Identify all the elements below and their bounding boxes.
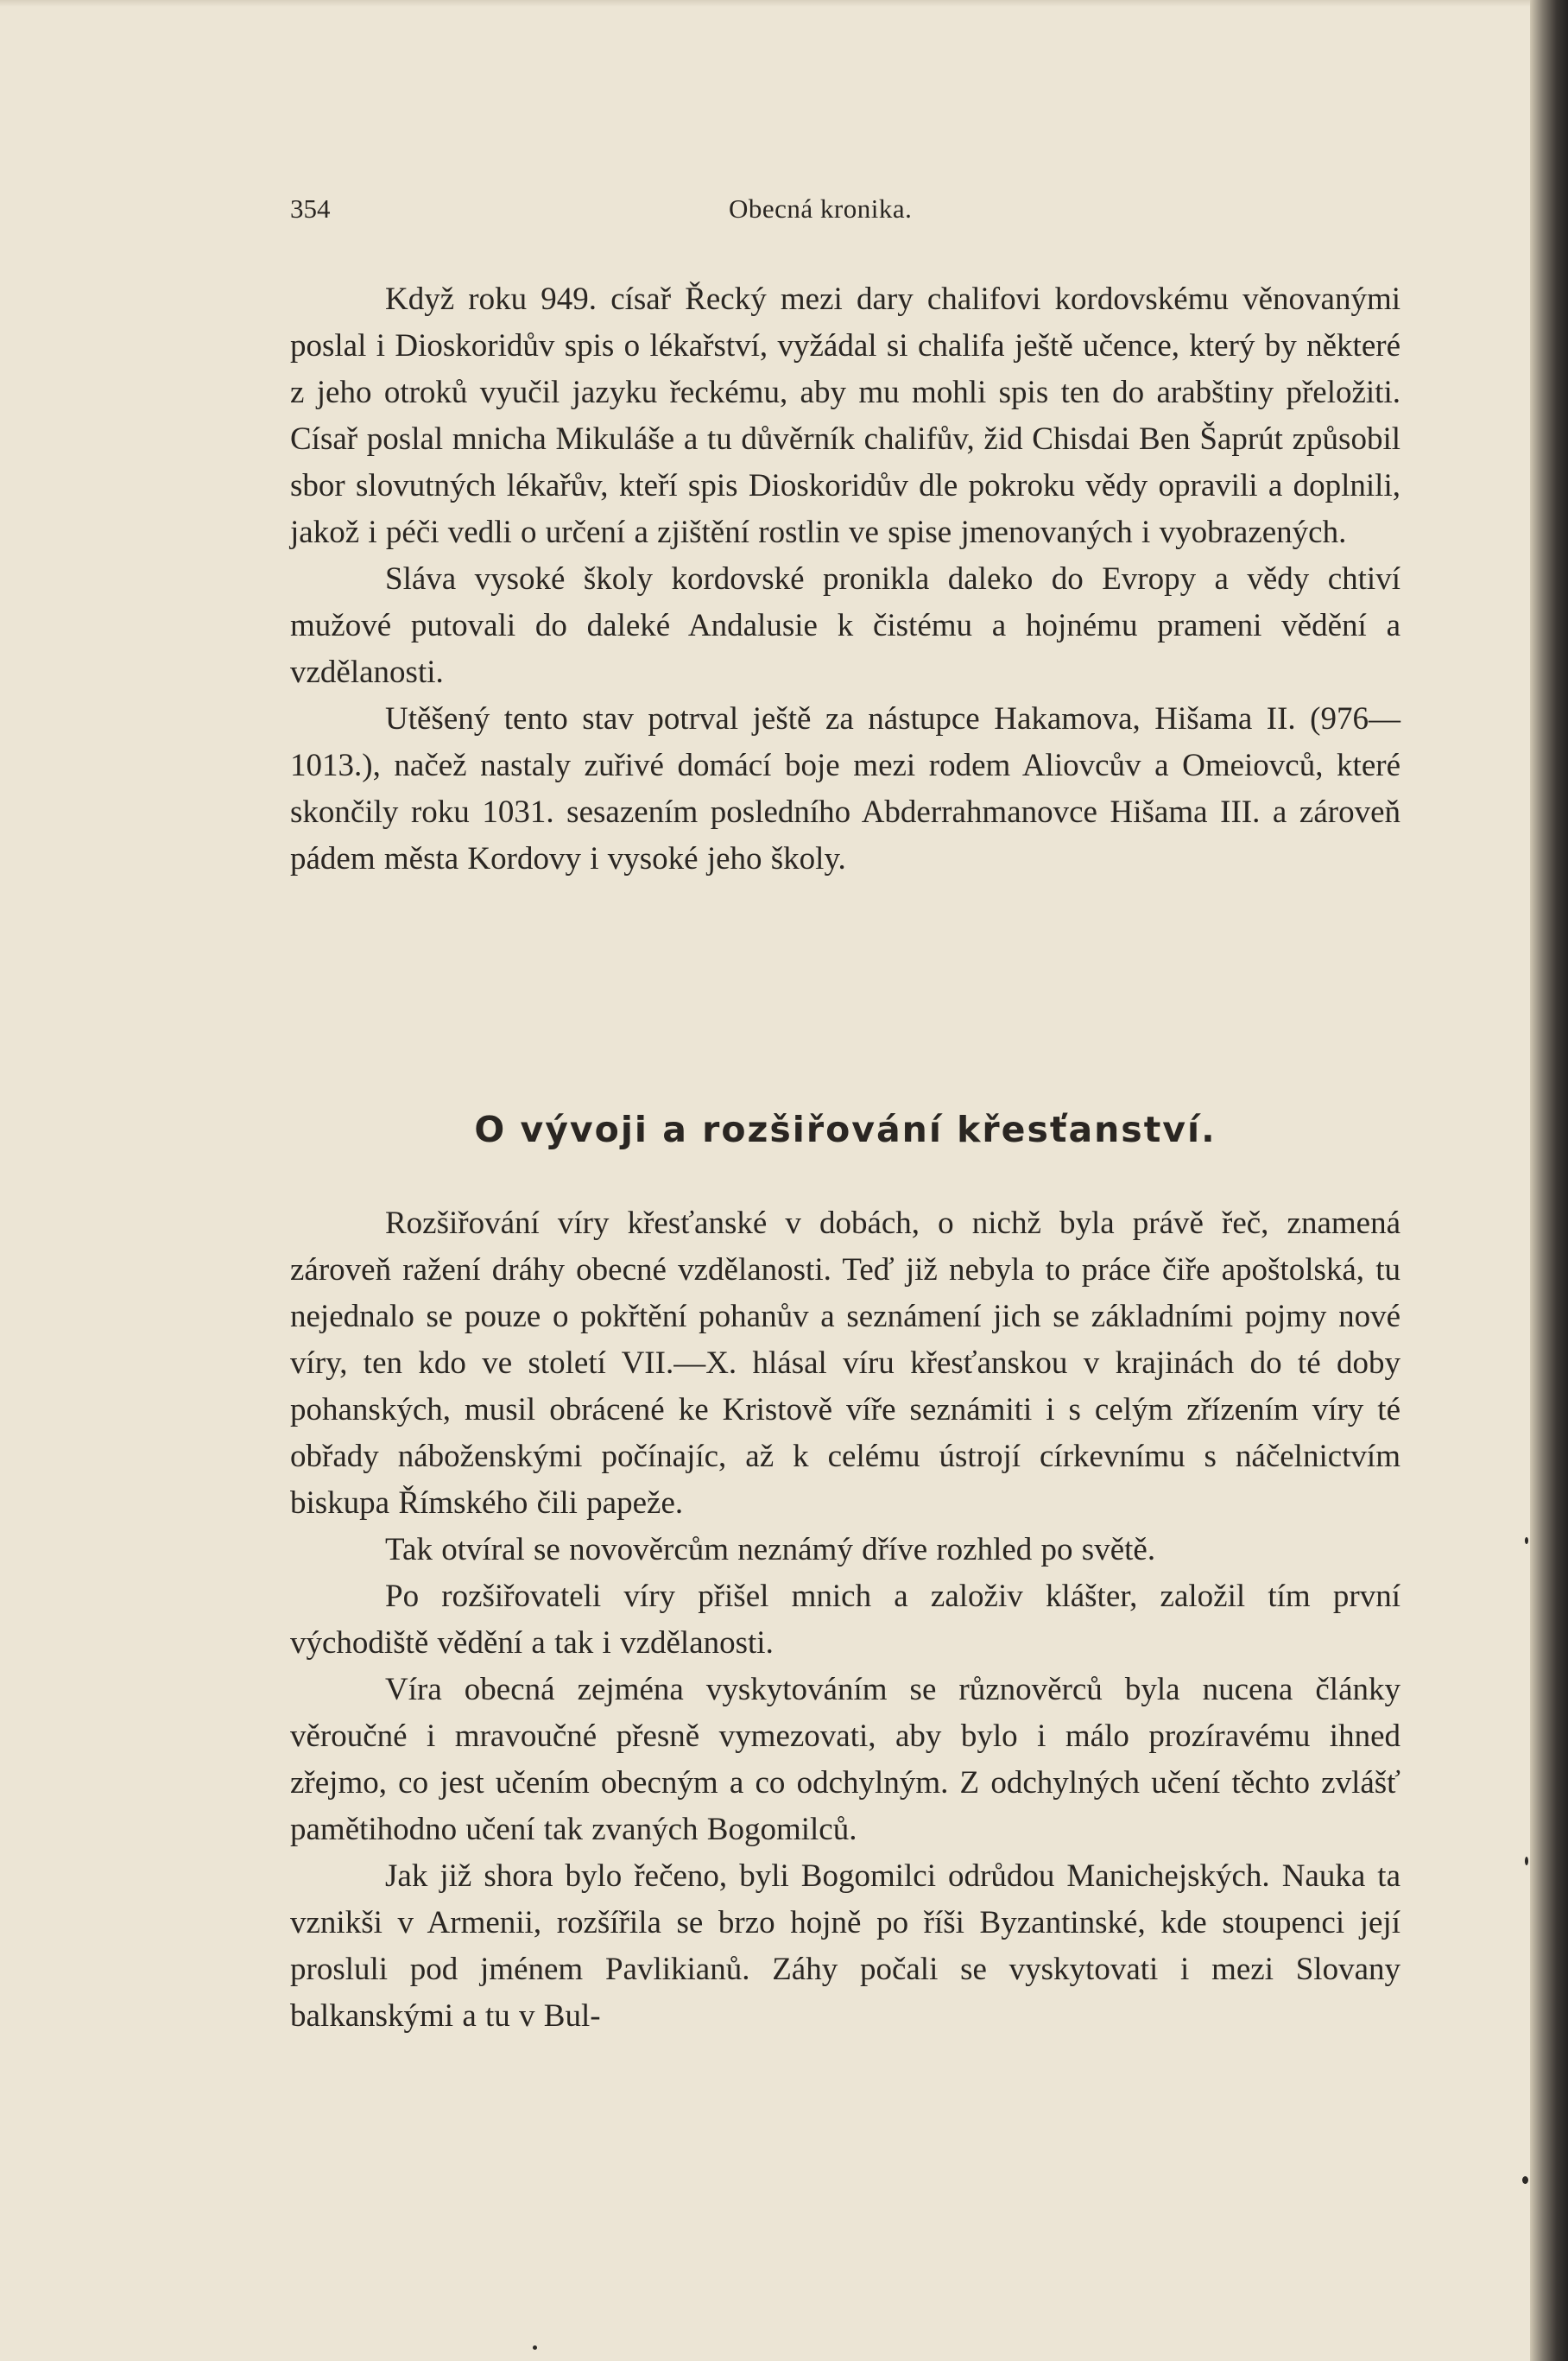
paragraph: Tak otvíral se novověrcům neznámý dříve rozhled po světě.: [385, 1532, 1156, 1567]
paragraph: Po rozšiřovateli víry přišel mnich a založiv klášter, založil tím první východiště vědění a tak i vzdělanosti.: [290, 1579, 1400, 1661]
page-top-edge: [0, 0, 1530, 7]
ink-speck: [533, 2345, 537, 2350]
section-heading: O vývoji a rozšiřování křesťanství.: [474, 1109, 1217, 1150]
running-head: [290, 190, 1413, 228]
text-block-after-heading: [290, 1200, 1400, 2040]
paragraph: Když roku 949. císař Řecký mezi dary chalifovi kordovskému věnovanými poslal i Dioskoridův spis o lékařství, vyžádal si chalifa ještě učence, který by některé z jeho otroků vyučil jazyku řeckému, aby mu mohli spis ten do arabštiny přeložiti. Císař poslal mnicha Mikuláše a tu důvěrník chalifův, žid Chisdai Ben Šaprút způsobil sbor slovutných lékařův, kteří spis Dioskoridův dle pokroku vědy opravili a doplnili, jakož i péči vedli o určení a zjištění rostlin ve spise jmenovaných i vyobrazených.: [290, 282, 1400, 550]
ink-speck: [1525, 1537, 1528, 1544]
paragraph: Rozšiřování víry křesťanské v dobách, o nichž byla právě řeč, znamená zároveň ražení dráhy obecné vzdělanosti. Teď již nebyla to práce čiře apoštolská, tu nejednalo se pouze o pokřtění pohanův a seznámení jich se základními pojmy nové víry, ten kdo ve století VII.—X. hlásal víru křesťanskou v krajinách do té doby pohanských, musil obrácené ke Kristově víře seznámiti i s celým zřízením víry té obřady náboženskými počínajíc, až k celému ústrojí církevnímu s náčelnictvím biskupa Římského čili papeže.: [290, 1206, 1400, 1521]
text-block-before-heading: [290, 276, 1400, 883]
paragraph: Sláva vysoké školy kordovské pronikla daleko do Evropy a vědy chtiví mužové putovali do daleké Andalusie k čistému a hojnému prameni vědění a vzdělanosti.: [290, 561, 1400, 690]
book-spine-shadow: [1530, 0, 1568, 2361]
ink-speck: [1522, 2176, 1528, 2184]
paragraph: Jak již shora bylo řečeno, byli Bogomilci odrůdou Manichejských. Nauka ta vznikši v Armenii, rozšířila se brzo hojně po říši Byzantinské, kde stoupenci její prosluli pod jménem Pavlikianů. Záhy počali se vyskytovati i mezi Slovany balkanskými a tu v Bul-: [290, 1858, 1400, 2034]
page-number: 354: [290, 193, 331, 224]
paragraph: Utěšený tento stav potrval ještě za nástupce Hakamova, Hišama II. (976—1013.), načež nastaly zuřivé domácí boje mezi rodem Aliovcův a Omeiovců, které skončily roku 1031. sesazením posledního Abderrahmanovce Hišama III. a zároveň pádem města Kordovy i vysoké jeho školy.: [290, 701, 1400, 877]
ink-speck: [1525, 1857, 1528, 1865]
running-title: Obecná kronika.: [729, 193, 913, 224]
paragraph: Víra obecná zejména vyskytováním se různověrců byla nucena články věroučné i mravoučné přesně vymezovati, aby bylo i málo prozíravému ihned zřejmo, co jest učením obecným a co odchylným. Z odchylných učení těchto zvlášť pamětihodno učení tak zvaných Bogomilců.: [290, 1672, 1400, 1847]
